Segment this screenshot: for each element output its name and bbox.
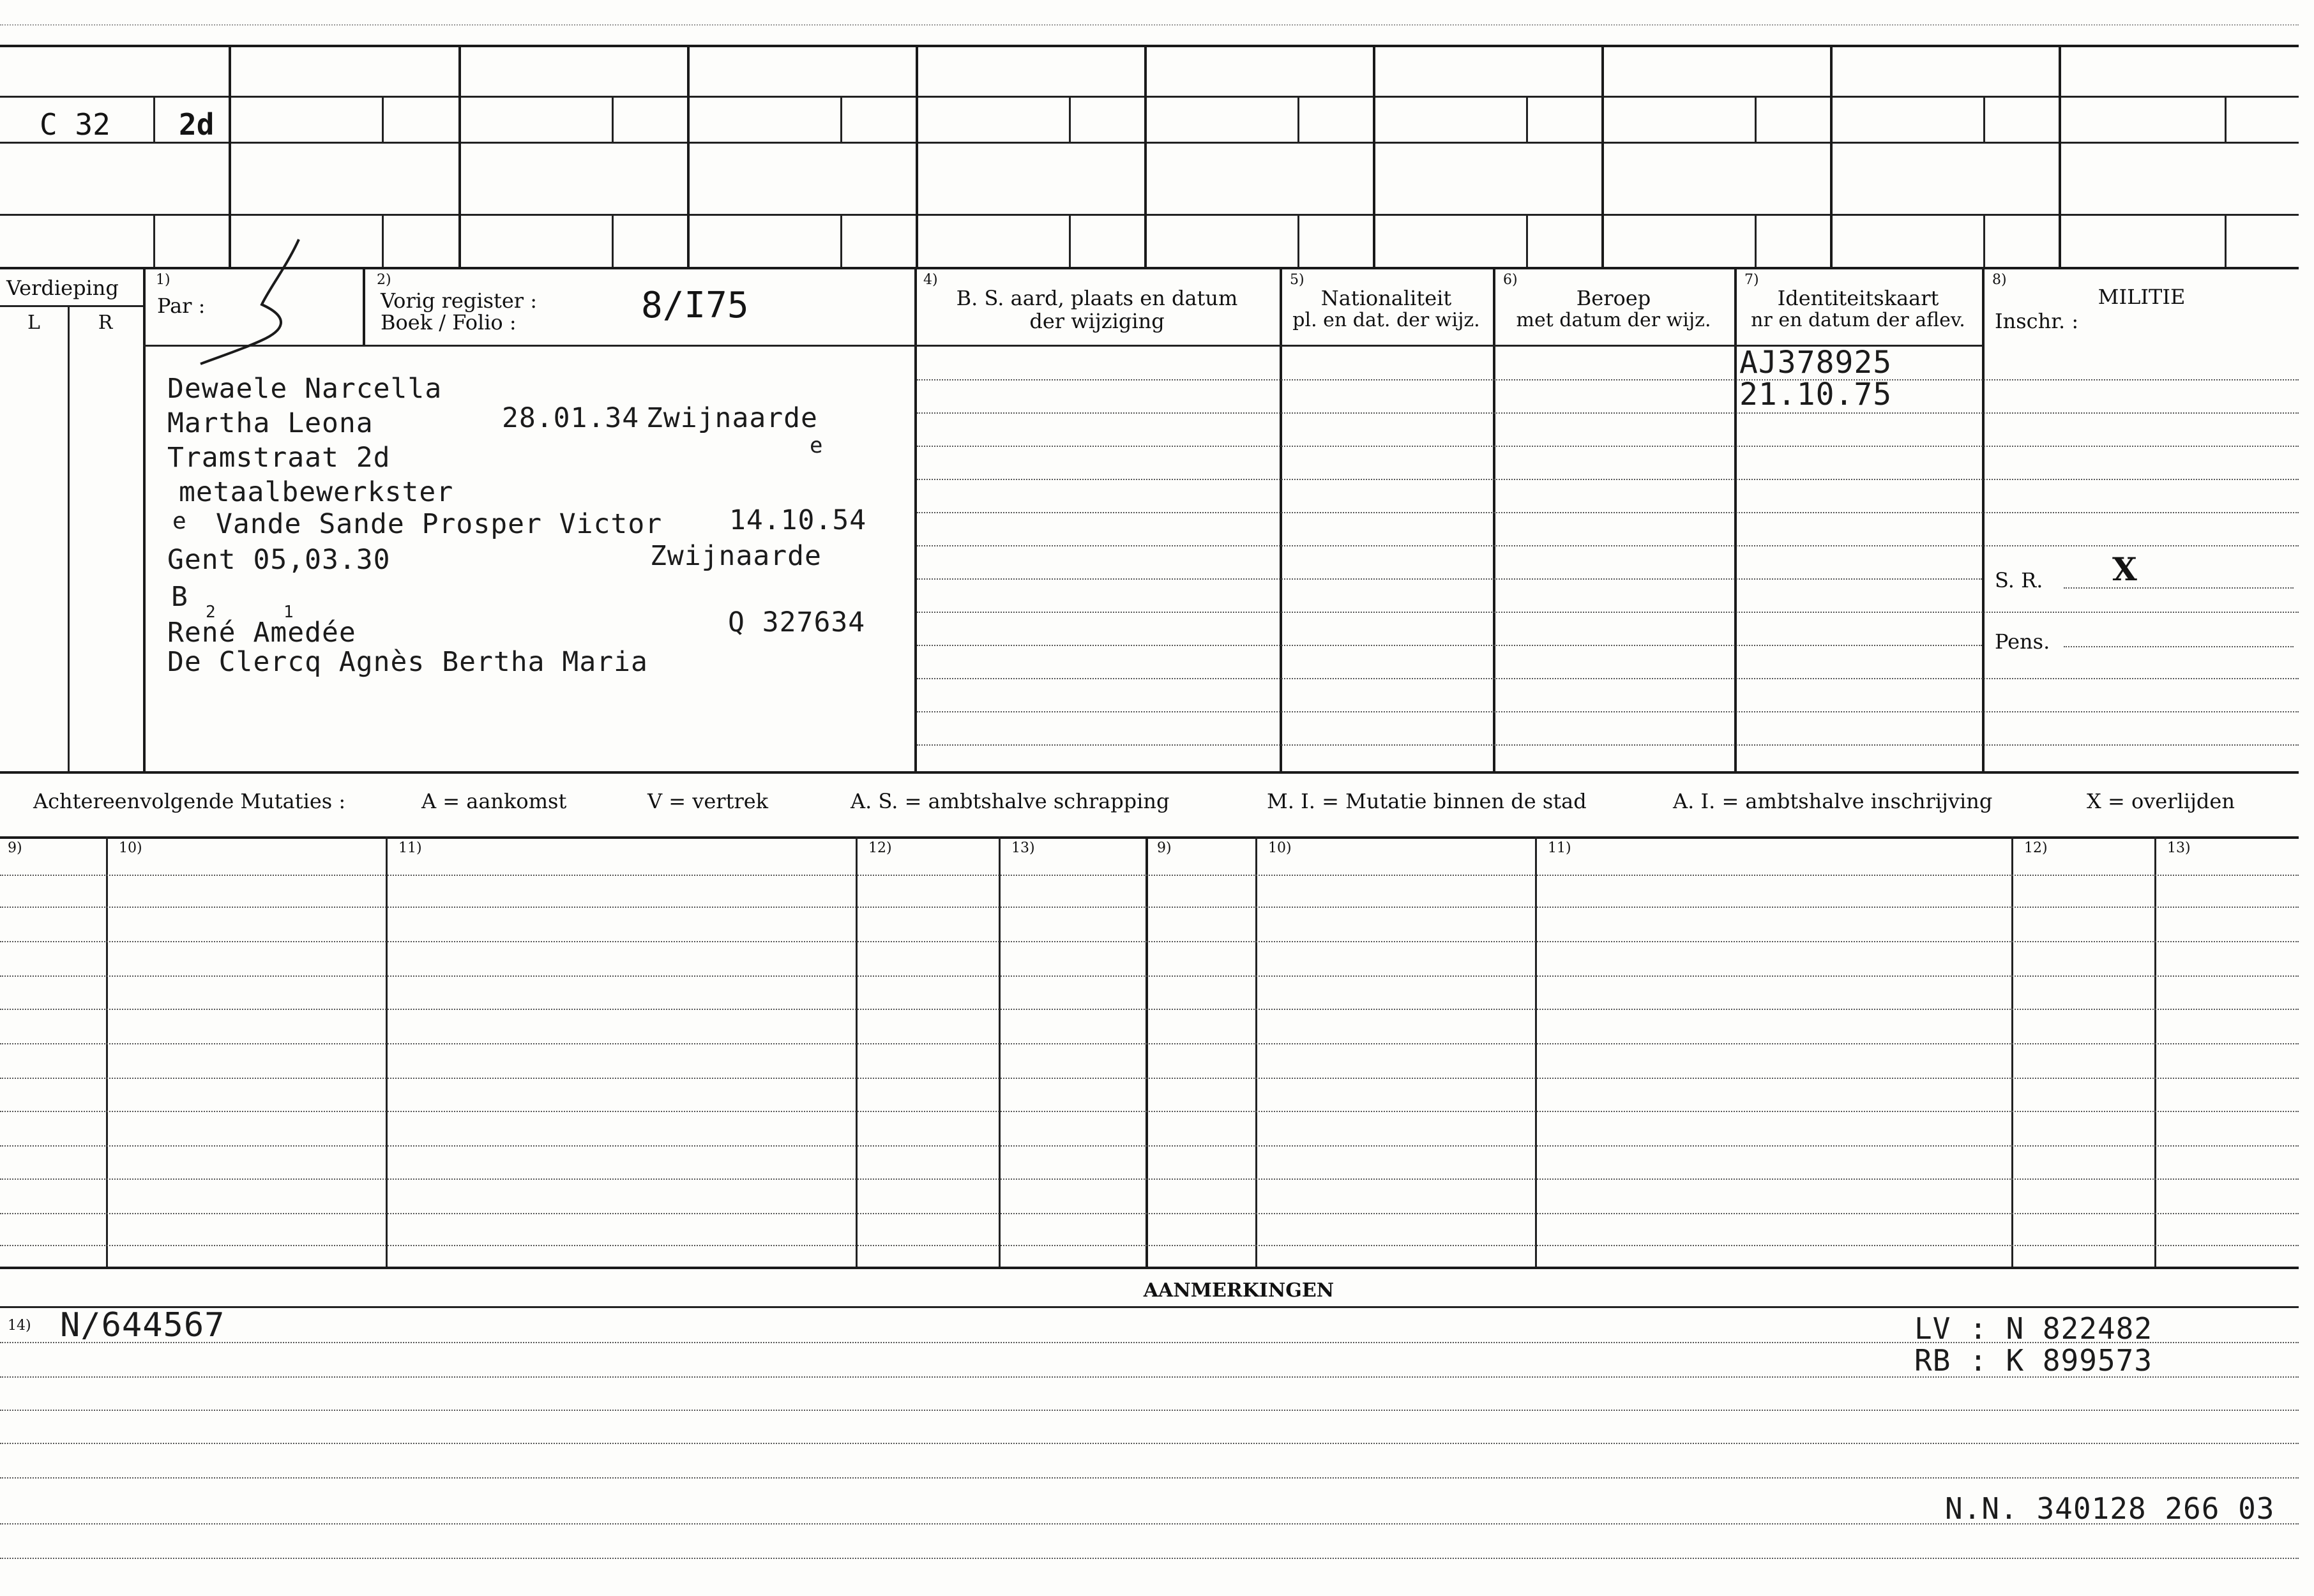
label-par: Par :: [157, 294, 206, 318]
grid-line: [0, 267, 2299, 269]
grid-line: [687, 45, 690, 268]
label-identiteitskaart: Identiteitskaart: [1777, 286, 1939, 310]
pen-stroke-mark: [192, 233, 319, 370]
parent-superscript: 1: [284, 603, 294, 622]
grid-line: [1830, 45, 1833, 268]
col-line: [914, 267, 917, 771]
grid-line: [382, 96, 384, 142]
dotted-line: [0, 1213, 2299, 1214]
mutation-col-number: 12): [2024, 840, 2048, 856]
sr-mark: X: [2112, 550, 2137, 588]
col-line: [999, 836, 1001, 1267]
dotted-line: [2064, 646, 2294, 647]
col-line: [1146, 836, 1148, 1267]
label-inschr: Inschr. :: [1995, 309, 2079, 333]
spouse-name: Vande Sande Prosper Victor: [216, 508, 663, 540]
dotted-line: [0, 1009, 2299, 1010]
dotted-line: [917, 479, 2299, 480]
col-line: [856, 836, 858, 1267]
label-beroep: Beroep: [1576, 286, 1651, 310]
section-line: [0, 1267, 2299, 1269]
marriage-place: Zwijnaarde: [650, 540, 822, 572]
legend-item: X = overlijden: [2087, 789, 2235, 813]
col-line: [143, 345, 1982, 347]
label-r: R: [98, 312, 113, 334]
occupation: metaalbewerkster: [179, 476, 454, 508]
person-name: Dewaele Narcella: [167, 373, 442, 405]
dotted-line: [917, 578, 1982, 580]
mutation-col-number: 10): [1268, 840, 1292, 856]
grid-line: [1983, 96, 1985, 142]
grid-line: [2225, 214, 2227, 267]
mutation-col-number: 9): [8, 840, 22, 856]
marriage-date: 14.10.54: [729, 504, 867, 536]
field-number: 4): [923, 272, 938, 288]
label-bs-line1: B. S. aard, plaats en datum: [956, 286, 1238, 310]
col-line: [2011, 836, 2013, 1267]
legend-item: A. I. = ambtshalve inschrijving: [1673, 789, 1993, 813]
label-pens: Pens.: [1995, 629, 2050, 654]
remark-national-number: N.N. 340128 266 03: [1945, 1491, 2275, 1526]
grid-line: [0, 96, 2299, 98]
dotted-line: [0, 1111, 2299, 1112]
field-number: 14): [8, 1318, 31, 1334]
grid-line: [1069, 96, 1071, 142]
dotted-line: [917, 612, 2299, 613]
grid-line: [1297, 214, 1299, 267]
label-militie: MILITIE: [2098, 285, 2186, 309]
grid-line: [0, 142, 2299, 144]
grid-line: [0, 45, 2299, 47]
dotted-line: [917, 512, 2299, 513]
dotted-line: [0, 875, 2299, 876]
birth-date: 28.01.34: [502, 402, 640, 434]
grid-line: [840, 96, 842, 142]
mutation-col-number: 13): [2167, 840, 2191, 856]
dotted-line: [917, 678, 2299, 679]
col-line: [0, 305, 143, 307]
remarks-title: AANMERKINGEN: [1143, 1279, 1335, 1302]
legend-item: M. I. = Mutatie binnen de stad: [1267, 789, 1587, 813]
dotted-line: [0, 1523, 2299, 1524]
spouse-birth: Gent 05,03.30: [167, 544, 391, 576]
grid-line: [1983, 214, 1985, 267]
grid-line: [382, 214, 384, 267]
dotted-line: [0, 1342, 2299, 1343]
col-line: [386, 836, 388, 1267]
grid-line: [1069, 214, 1071, 267]
dotted-line: [917, 412, 2299, 414]
dotted-line: [0, 907, 2299, 908]
field-number: 7): [1744, 272, 1759, 288]
mutation-col-number: 11): [1548, 840, 1571, 856]
grid-line: [153, 214, 155, 267]
mutations-title: Achtereenvolgende Mutaties :: [33, 789, 346, 813]
address: Tramstraat 2d: [167, 442, 391, 474]
col-line: [1493, 267, 1495, 771]
grid-line: [458, 45, 461, 268]
dotted-line: [0, 1178, 2299, 1180]
field-number: 5): [1290, 272, 1304, 288]
dotted-line: [2064, 587, 2294, 589]
dotted-line: [917, 744, 2299, 746]
mutation-col-number: 9): [1157, 840, 1172, 856]
paper-edge: [0, 24, 2299, 26]
legend-item: A = aankomst: [421, 789, 567, 813]
dotted-line: [917, 446, 2299, 447]
parent-2: De Clercq Agnès Bertha Maria: [167, 646, 648, 678]
col-line: [363, 267, 365, 345]
grid-line: [1144, 45, 1147, 268]
house-number: 2d: [179, 107, 215, 142]
grid-line: [1601, 45, 1604, 268]
dotted-line: [917, 545, 2299, 546]
grid-line: [1526, 96, 1528, 142]
nationality-code: B: [171, 581, 188, 613]
col-line: [143, 267, 146, 771]
legend-item: V = vertrek: [647, 789, 769, 813]
grid-line: [1373, 45, 1375, 268]
vorig-register-value: 8/I75: [641, 285, 749, 326]
remark-rb: RB : K 899573: [1914, 1343, 2153, 1378]
dotted-line: [0, 941, 2299, 942]
dotted-line: [917, 711, 2299, 712]
section-line: [0, 771, 2299, 774]
label-boek-folio: Boek / Folio :: [381, 310, 517, 335]
dotted-line: [0, 975, 2299, 977]
dotted-line: [0, 1145, 2299, 1147]
grid-line: [1755, 96, 1757, 142]
col-line: [1734, 267, 1737, 771]
id-card-number: AJ378925: [1739, 345, 1893, 380]
label-bs-line2: der wijziging: [1029, 309, 1165, 333]
label-nationaliteit-sub: pl. en dat. der wijz.: [1292, 309, 1480, 331]
remark-note: N/644567: [60, 1306, 225, 1344]
field-number: 2): [377, 272, 391, 288]
legend-item: A. S. = ambtshalve schrapping: [851, 789, 1170, 813]
grid-line: [840, 214, 842, 267]
col-line: [1535, 836, 1537, 1267]
label-beroep-sub: met datum der wijz.: [1516, 309, 1711, 331]
dotted-line: [0, 1410, 2299, 1411]
grid-line: [1297, 96, 1299, 142]
field-number: 8): [1992, 272, 2007, 288]
dotted-line: [0, 1245, 2299, 1246]
col-line: [1280, 267, 1282, 771]
grid-line: [2225, 96, 2227, 142]
label-l: L: [27, 312, 40, 334]
mutation-col-number: 13): [1011, 840, 1035, 856]
label-nationaliteit: Nationaliteit: [1320, 286, 1452, 310]
dotted-line: [0, 1558, 2299, 1559]
grid-line: [2059, 45, 2061, 268]
field-number: 6): [1503, 272, 1518, 288]
grid-line: [612, 214, 614, 267]
birth-place: Zwijnaarde: [646, 402, 818, 434]
reference-number: Q 327634: [728, 606, 866, 638]
col-line: [106, 836, 108, 1267]
dotted-line: [0, 1443, 2299, 1444]
col-line: [68, 305, 70, 771]
col-line: [1982, 267, 1985, 771]
parent-1: René Amedée: [167, 617, 356, 649]
grid-line: [153, 96, 155, 142]
parent-superscript: 2: [206, 603, 216, 622]
grid-line: [0, 214, 2299, 216]
id-card-date: 21.10.75: [1739, 377, 1893, 412]
remark-lv: LV : N 822482: [1914, 1311, 2153, 1346]
spouse-prefix: e: [172, 508, 187, 534]
grid-line: [1755, 214, 1757, 267]
grid-line: [916, 45, 918, 268]
dotted-line: [0, 1043, 2299, 1044]
grid-line: [1526, 214, 1528, 267]
dotted-line: [917, 379, 2299, 380]
section-line: [0, 1306, 2299, 1308]
mutation-col-number: 11): [398, 840, 422, 856]
label-identiteitskaart-sub: nr en datum der aflev.: [1751, 309, 1965, 331]
grid-line: [612, 96, 614, 142]
dotted-line: [0, 1376, 2299, 1378]
label-vorig-register: Vorig register :: [381, 289, 538, 313]
person-given-names: Martha Leona: [167, 407, 374, 439]
dotted-line: [917, 645, 1982, 646]
label-verdieping: Verdieping: [6, 276, 119, 300]
col-line: [2154, 836, 2156, 1267]
field-number: 1): [156, 272, 170, 288]
dotted-line: [0, 1477, 2299, 1479]
col-line: [1255, 836, 1257, 1267]
address-note: e: [810, 433, 824, 458]
house-code: C 32: [40, 107, 110, 142]
label-sr: S. R.: [1995, 568, 2043, 592]
mutation-col-number: 10): [119, 840, 142, 856]
section-line: [0, 836, 2299, 839]
mutation-col-number: 12): [868, 840, 892, 856]
dotted-line: [0, 1078, 2299, 1079]
